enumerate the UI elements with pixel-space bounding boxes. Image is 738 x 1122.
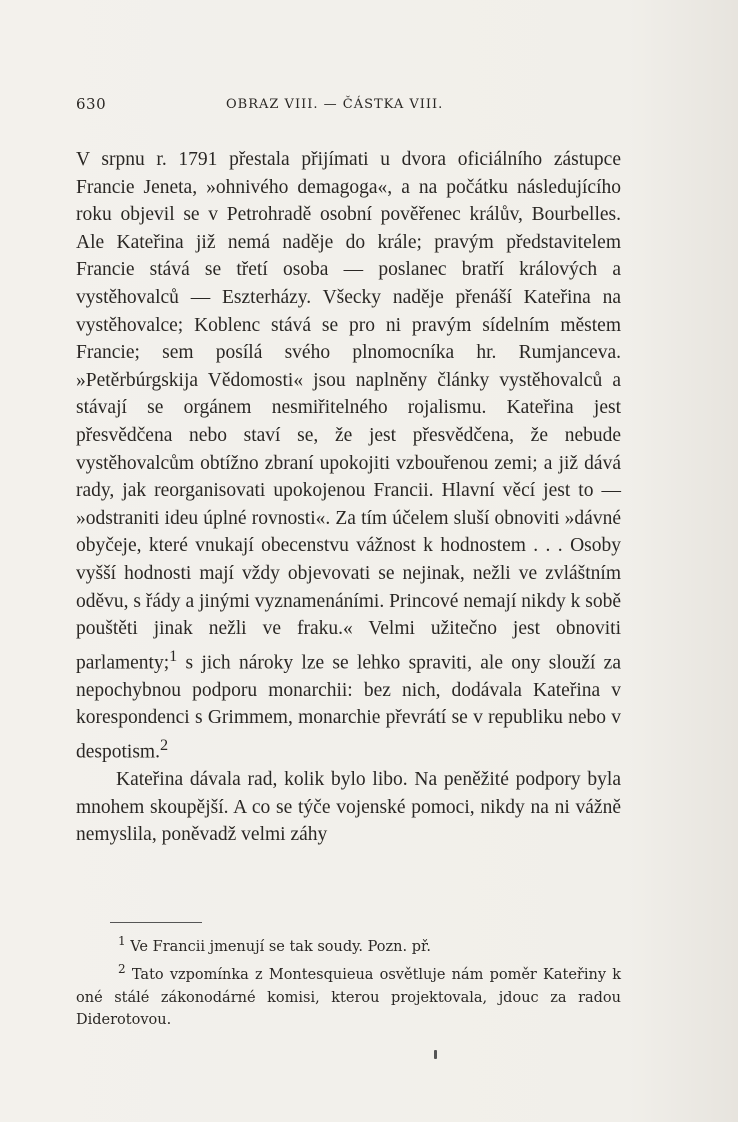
footnote xyxy=(76,930,621,958)
paragraph-text: s jich nároky lze se lehko spraviti, ale ony slouží za nepochybnou podporu monarchii: bez nich, dodávala Kateřina v korespondenci s Grimmem, monarchie převrátí se v republiku nebo v despotism. xyxy=(76,652,621,763)
page-header xyxy=(76,95,631,119)
footnote-text: Ve Francii jmenují se tak soudy. Pozn. př. xyxy=(125,938,431,955)
footnote-marker: 1 xyxy=(118,934,126,948)
footnote-ref: 2 xyxy=(159,735,169,754)
paragraph: Kateřina dávala rad, kolik bylo libo. Na peněžité podpory byla mnohem skoupější. A co se týče vojenské pomoci, nikdy na ni vážně nemyslila, poněvadž velmi záhy xyxy=(76,769,621,846)
running-title: OBRAZ VIII. — ČÁSTKA VIII. xyxy=(226,97,444,112)
footnote-text: Tato vzpomínka z Montesquieua osvětluje nám poměr Kateřiny k oné stálé zákonodárné komisi, kterou projektovala, jdouc za radou Diderotovou. xyxy=(76,967,621,1029)
footnote-divider xyxy=(110,922,202,923)
footnote xyxy=(76,958,621,1031)
footnote-ref: 1 xyxy=(169,646,178,665)
footnotes xyxy=(76,930,621,1032)
paragraph-text: V srpnu r. 1791 přestala přijímati u dvora oficiálního zástupce Francie Jeneta, »ohnivého demagoga«, a na počátku následujícího roku objevil se v Petrohradě osobní pověřenec králův, Bourbelles. Ale Kateřina již nemá naděje do krále; pravým představitelem Francie stává se třetí osoba — poslanec bratří králových a vystěhovalců — Eszterházy. Všecky naděje přenáší Kateřina na vystěhovalce; Koblenc stává se pro ni pravým sídelním městem Francie; sem posílá svého plnomocníka hr. Rumjanceva. »Petěrbúrgskija Vědomosti« jsou naplněny články vystěhovalců a stávají se orgánem nesmiřitelného rojalismu. Kateřina jest přesvědčena nebo staví se, že jest přesvědčena, že nebude vystěhovalcům obtížno zbraní upokojiti vzbouřenou zemi; a již dává rady, jak reorganisovati upokojenou Francii. Hlavní věcí jest to — »odstraniti ideu úplné rovnosti«. Za tím účelem sluší obnoviti »dávné obyčeje, které vnukají obecenstvu vážnost k hodnostem . . . Osoby vyšší hodnosti mají vždy objevovati se nejinak, nežli ve zvláštním oděvu, s řády a jinými vyznamenáními. Princové nemají nikdy k sobě pouštěti jinak nežli ve fraku.« Velmi užitečno jest obnoviti parlamenty; xyxy=(76,149,621,674)
paragraph xyxy=(76,146,621,766)
footnote-marker: 2 xyxy=(118,962,126,977)
main-text xyxy=(76,146,621,849)
page-number: 630 xyxy=(76,95,107,113)
ink-speck xyxy=(434,1050,437,1059)
